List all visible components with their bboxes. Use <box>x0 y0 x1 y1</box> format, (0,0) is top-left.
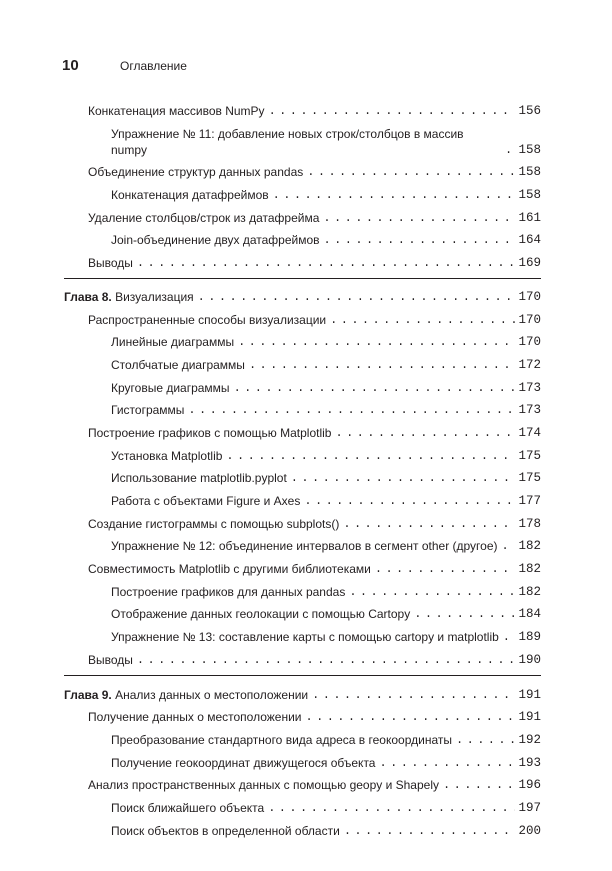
entry-title: Преобразование стандартного вида адреса в геокоординаты <box>111 732 452 747</box>
entry-title: Объединение структур данных pandas <box>88 165 304 180</box>
toc-entry[interactable] <box>88 425 541 441</box>
page-ref: 196 <box>518 778 541 793</box>
dot-leader <box>343 516 515 532</box>
page-ref: 182 <box>518 562 541 577</box>
toc-entry[interactable] <box>111 334 541 350</box>
page-ref: 158 <box>518 165 541 180</box>
page-ref: 182 <box>518 539 541 554</box>
dot-leader <box>330 312 515 328</box>
entry-title: Поиск объектов в определенной области <box>111 823 340 838</box>
entry-title: Распространенные способы визуализации <box>88 312 327 327</box>
page-ref: 169 <box>518 256 541 271</box>
toc-entry[interactable] <box>111 629 541 645</box>
entry-title: Конкатенация массивов NumPy <box>88 104 265 118</box>
page-ref: 200 <box>518 823 541 838</box>
toc-entry[interactable] <box>111 823 541 839</box>
toc-entry[interactable] <box>88 561 541 577</box>
dot-leader <box>137 255 515 271</box>
toc-entry[interactable] <box>111 402 541 418</box>
entry-title: Построение графиков с помощью Matplotlib <box>88 425 332 440</box>
page-ref: 177 <box>518 494 541 508</box>
dot-leader <box>503 629 515 645</box>
page-ref: 173 <box>518 403 541 418</box>
dot-leader <box>268 800 515 816</box>
toc-entry[interactable] <box>111 800 541 816</box>
entry-title: Отображение данных геолокации с помощью Cartopy <box>111 607 411 622</box>
dot-leader <box>312 687 515 703</box>
toc-chapter-8[interactable] <box>64 289 541 305</box>
page-ref: 175 <box>518 471 541 486</box>
page-ref: 197 <box>518 800 541 815</box>
entry-title: Установка Matplotlib <box>111 448 223 463</box>
entry-title: Получение геокоординат движущегося объекта <box>111 755 376 770</box>
dot-leader <box>234 380 515 396</box>
page-ref: 193 <box>518 755 541 770</box>
toc-entry[interactable] <box>88 709 541 725</box>
dot-leader <box>414 606 515 622</box>
entry-title: Круговые диаграммы <box>111 380 230 395</box>
page-ref: 158 <box>518 188 541 203</box>
entry-title: Получение данных о местоположении <box>88 710 302 725</box>
page-ref: 156 <box>518 104 541 118</box>
toc-entry[interactable] <box>111 126 541 158</box>
dot-leader <box>443 777 515 793</box>
toc-entry[interactable] <box>111 732 541 748</box>
toc-section-chapter-9 <box>88 709 541 838</box>
entry-title: Совместимость Matplotlib с другими библиотеками <box>88 562 371 577</box>
dot-leader <box>269 103 515 119</box>
page-ref: 164 <box>518 233 541 248</box>
entry-title: Линейные диаграммы <box>111 335 235 350</box>
toc-entry[interactable] <box>88 210 541 226</box>
toc-entry[interactable] <box>111 448 541 464</box>
page-ref: 191 <box>518 710 541 725</box>
entry-title: Упражнение № 12: объединение интервалов в сегмент other (другое) <box>111 539 498 554</box>
dot-leader <box>188 402 515 418</box>
toc-entry[interactable] <box>111 606 541 622</box>
entry-title: Выводы <box>88 652 133 667</box>
chapter-title: Анализ данных о местоположении <box>115 687 309 702</box>
chapter-label: Глава 9. <box>64 687 112 702</box>
toc-entry[interactable] <box>111 538 541 554</box>
entry-title: Упражнение № 11: добавление новых строк/столбцов в массив numpy <box>111 126 464 157</box>
page-ref: 184 <box>518 607 541 622</box>
page-ref: 172 <box>518 357 541 372</box>
toc-entry[interactable] <box>88 652 541 668</box>
toc-entry[interactable] <box>111 380 541 396</box>
entry-title: Конкатенация датафреймов <box>111 188 269 203</box>
page-ref: 178 <box>518 516 541 531</box>
page-ref: 158 <box>518 142 541 157</box>
dot-leader <box>375 561 515 577</box>
entry-title: Поиск ближайшего объекта <box>111 800 265 815</box>
toc-entry[interactable] <box>111 755 541 771</box>
dot-leader <box>335 425 515 441</box>
page-ref: 189 <box>518 630 541 645</box>
toc-entry[interactable] <box>88 312 541 328</box>
chapter-label: Глава 8. <box>64 289 112 304</box>
dot-leader <box>226 448 515 464</box>
entry-title: Использование matplotlib.pyplot <box>111 471 287 486</box>
entry-title: Столбчатые диаграммы <box>111 357 245 372</box>
page-ref: 173 <box>518 380 541 395</box>
entry-title: Построение графиков для данных pandas <box>111 584 346 599</box>
toc-entry[interactable] <box>111 357 541 373</box>
chapter-title: Визуализация <box>115 289 194 304</box>
entry-title: Гистограммы <box>111 403 185 418</box>
table-of-contents <box>64 103 541 845</box>
page-ref: 175 <box>518 448 541 463</box>
toc-entry[interactable] <box>88 164 541 180</box>
dot-leader <box>344 823 515 839</box>
page-ref: 174 <box>518 425 541 440</box>
dot-leader <box>323 210 515 226</box>
page-number: 10 <box>62 57 79 74</box>
entry-title: Анализ пространственных данных с помощью geopy и Shapely <box>88 778 439 793</box>
dot-leader <box>238 334 515 350</box>
dot-leader <box>505 142 515 158</box>
entry-title: Удаление столбцов/строк из датафрейма <box>88 210 320 225</box>
chapter-divider <box>64 675 541 676</box>
entry-title: Join-объединение двух датафреймов <box>111 233 320 248</box>
page-ref: 182 <box>518 584 541 599</box>
dot-leader <box>349 584 515 600</box>
dot-leader <box>307 164 515 180</box>
entry-title: Выводы <box>88 256 133 271</box>
toc-entry[interactable] <box>111 584 541 600</box>
dot-leader <box>198 289 515 305</box>
dot-leader <box>291 470 515 486</box>
toc-entry[interactable] <box>88 777 541 793</box>
toc-entry[interactable] <box>88 516 541 532</box>
chapter-divider <box>64 278 541 279</box>
dot-leader <box>305 709 515 725</box>
dot-leader <box>273 187 515 203</box>
dot-leader <box>249 357 515 373</box>
page-ref: 161 <box>518 210 541 225</box>
entry-title: Создание гистограммы с помощью subplots() <box>88 516 340 531</box>
page-ref: 191 <box>518 687 541 702</box>
toc-chapter-9[interactable] <box>64 687 541 703</box>
toc-section-previous-chapter <box>88 103 541 271</box>
dot-leader <box>456 732 515 748</box>
toc-section-chapter-8 <box>88 312 541 668</box>
entry-title: Работа с объектами Figure и Axes <box>111 494 301 508</box>
page-ref: 170 <box>518 335 541 350</box>
toc-entry[interactable] <box>88 255 541 271</box>
toc-entry[interactable] <box>111 470 541 486</box>
toc-entry[interactable] <box>111 232 541 248</box>
running-head-title: Оглавление <box>120 59 187 73</box>
dot-leader <box>304 493 515 509</box>
dot-leader <box>137 652 515 668</box>
toc-entry[interactable] <box>111 493 541 509</box>
page-ref: 170 <box>518 289 541 304</box>
dot-leader <box>324 232 515 248</box>
page-ref: 190 <box>518 652 541 667</box>
dot-leader <box>502 538 515 554</box>
dot-leader <box>379 755 515 771</box>
page-ref: 192 <box>518 732 541 747</box>
entry-title: Упражнение № 13: составление карты с помощью cartopy и matplotlib <box>111 630 499 645</box>
toc-entry[interactable] <box>111 187 541 203</box>
toc-entry[interactable] <box>88 103 541 119</box>
running-head <box>62 57 187 74</box>
page-ref: 170 <box>518 312 541 327</box>
